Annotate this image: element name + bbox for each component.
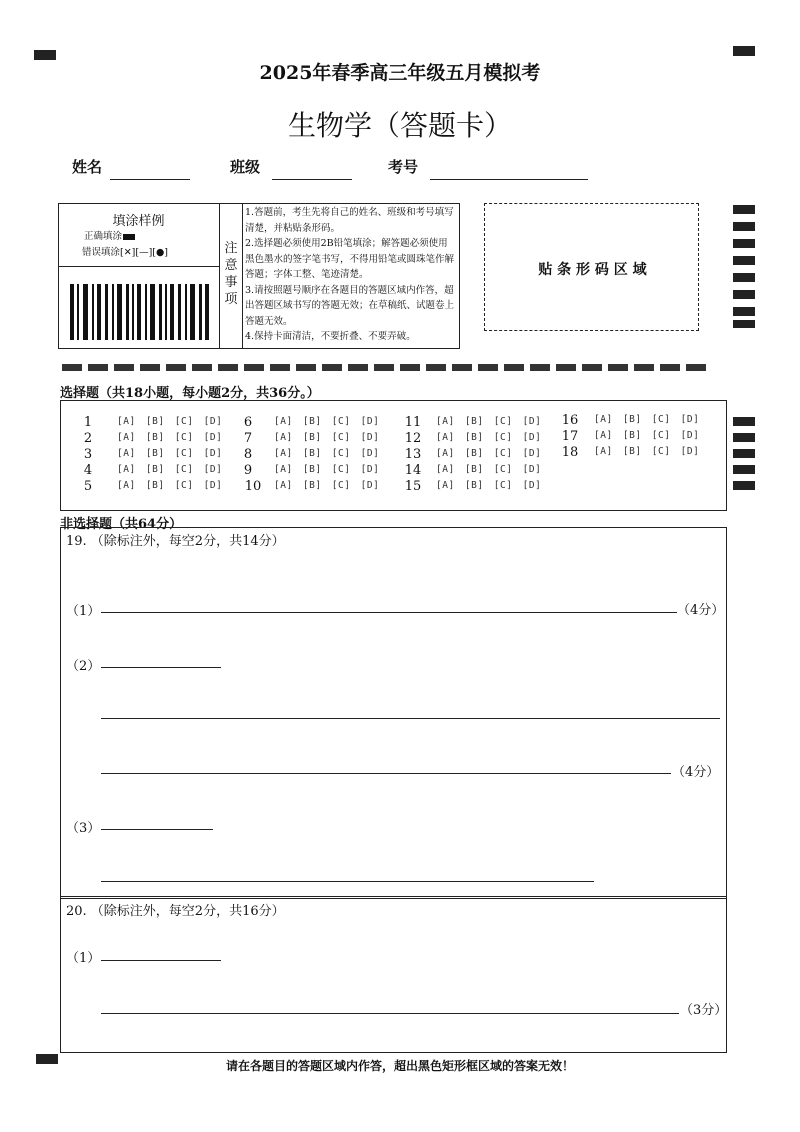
note-item: 4.保持卡面清洁，不要折叠、不要弄破。 bbox=[245, 331, 416, 342]
q19-part3-line-1[interactable] bbox=[101, 829, 213, 830]
answer-options[interactable]: [A] [B] [C] [D] bbox=[436, 464, 542, 475]
class-field[interactable] bbox=[272, 179, 352, 180]
q20-part1-score: （3分） bbox=[680, 1003, 728, 1018]
notes-label: 注意事项 bbox=[224, 241, 238, 307]
q19-part2-label: （2） bbox=[66, 659, 101, 674]
question-number: 1 bbox=[83, 415, 93, 430]
q19-part3-label: （3） bbox=[66, 821, 101, 836]
answer-options[interactable]: [A] [B] [C] [D] bbox=[274, 448, 380, 459]
question-number: 18 bbox=[561, 445, 579, 460]
question-number: 12 bbox=[404, 431, 422, 446]
answer-options[interactable]: [A] [B] [C] [D] bbox=[436, 448, 542, 459]
footer-notice: 请在各题目的答题区域内作答，超出黑色矩形框区域的答案无效！ bbox=[225, 1059, 574, 1073]
choice-section-title: 选择题（共18小题，每小题2分，共36分。） bbox=[60, 386, 320, 401]
answer-options[interactable]: [A] [B] [C] [D] bbox=[274, 480, 380, 491]
answer-options[interactable]: [A] [B] [C] [D] bbox=[117, 448, 223, 459]
notes-list bbox=[245, 205, 456, 345]
name-label: 姓名 bbox=[72, 158, 103, 176]
correct-fill-sample: 正确填涂 bbox=[84, 229, 135, 245]
q19-part2-line-1[interactable] bbox=[101, 667, 221, 668]
q19-part2-line-3[interactable] bbox=[101, 773, 671, 774]
answer-options[interactable]: [A] [B] [C] [D] bbox=[436, 416, 542, 427]
note-item: 3.请按照题号顺序在各题目的答题区域内作答，超出答题区域书写的答题无效；在草稿纸、试题卷上答题无效。 bbox=[245, 284, 455, 327]
nonchoice-section-title: 非选择题（共64分） bbox=[60, 517, 183, 532]
answer-options[interactable]: [A] [B] [C] [D] bbox=[594, 414, 700, 425]
question-number: 2 bbox=[83, 431, 93, 446]
q19-part1-line[interactable] bbox=[101, 612, 677, 613]
question-number: 16 bbox=[561, 413, 579, 428]
q20-part1-line-2[interactable] bbox=[101, 1013, 679, 1014]
q20-part1-label: （1） bbox=[66, 951, 101, 966]
q19-heading: 19. （除标注外，每空2分，共14分） bbox=[66, 534, 285, 549]
question-number: 13 bbox=[404, 447, 422, 462]
subject-title: 生物学（答题卡） bbox=[287, 109, 512, 142]
corner-mark-top-right bbox=[733, 46, 755, 56]
question-number: 15 bbox=[404, 479, 422, 494]
q19-answer-box bbox=[60, 527, 727, 899]
note-item: 2.选择题必须使用2B铅笔填涂；解答题必须使用黑色墨水的签字笔书写，不得用铅笔或圆珠笔作解答题；字体工整、笔迹清楚。 bbox=[245, 238, 455, 280]
q20-heading: 20. （除标注外，每空2分，共16分） bbox=[66, 904, 285, 919]
question-number: 3 bbox=[83, 447, 93, 462]
question-number: 10 bbox=[244, 479, 262, 494]
sample-title: 填涂样例 bbox=[112, 214, 165, 229]
question-number: 9 bbox=[243, 463, 253, 478]
question-number: 11 bbox=[404, 415, 422, 430]
answer-options[interactable]: [A] [B] [C] [D] bbox=[594, 430, 700, 441]
question-number: 7 bbox=[243, 431, 253, 446]
barcode-area-label: 贴 条 形 码 区 域 bbox=[538, 262, 647, 278]
question-number: 17 bbox=[561, 429, 579, 444]
answer-options[interactable]: [A] [B] [C] [D] bbox=[117, 480, 223, 491]
q20-answer-box bbox=[60, 896, 727, 1053]
q19-part1-label: （1） bbox=[66, 604, 101, 619]
id-label: 考号 bbox=[388, 158, 419, 176]
q19-part2-score: （4分） bbox=[672, 765, 720, 780]
answer-options[interactable]: [A] [B] [C] [D] bbox=[274, 432, 380, 443]
answer-options[interactable]: [A] [B] [C] [D] bbox=[436, 480, 542, 491]
class-label: 班级 bbox=[230, 158, 261, 176]
id-field[interactable] bbox=[430, 179, 588, 180]
name-field[interactable] bbox=[110, 179, 190, 180]
question-number: 8 bbox=[243, 447, 253, 462]
answer-options[interactable]: [A] [B] [C] [D] bbox=[117, 464, 223, 475]
question-number: 14 bbox=[404, 463, 422, 478]
wrong-fill-sample: 错误填涂[✕][—][●] bbox=[82, 247, 168, 258]
answer-options[interactable]: [A] [B] [C] [D] bbox=[274, 416, 380, 427]
answer-options[interactable]: [A] [B] [C] [D] bbox=[274, 464, 380, 475]
question-number: 6 bbox=[243, 415, 253, 430]
q19-part2-line-2[interactable] bbox=[101, 718, 720, 719]
answer-options[interactable]: [A] [B] [C] [D] bbox=[594, 446, 700, 457]
answer-options[interactable]: [A] [B] [C] [D] bbox=[117, 432, 223, 443]
q19-part1-score: （4分） bbox=[677, 603, 725, 618]
question-number: 5 bbox=[83, 479, 93, 494]
question-number: 4 bbox=[83, 463, 93, 478]
answer-options[interactable]: [A] [B] [C] [D] bbox=[436, 432, 542, 443]
note-item: 1.答题前，考生先将自己的姓名、班级和考号填写清楚，并粘贴条形码。 bbox=[245, 207, 454, 234]
q20-part1-line-1[interactable] bbox=[101, 960, 221, 961]
exam-title: 2025年春季高三年级五月模拟考 bbox=[259, 62, 541, 84]
q19-part3-line-2[interactable] bbox=[101, 881, 594, 882]
answer-options[interactable]: [A] [B] [C] [D] bbox=[117, 416, 223, 427]
